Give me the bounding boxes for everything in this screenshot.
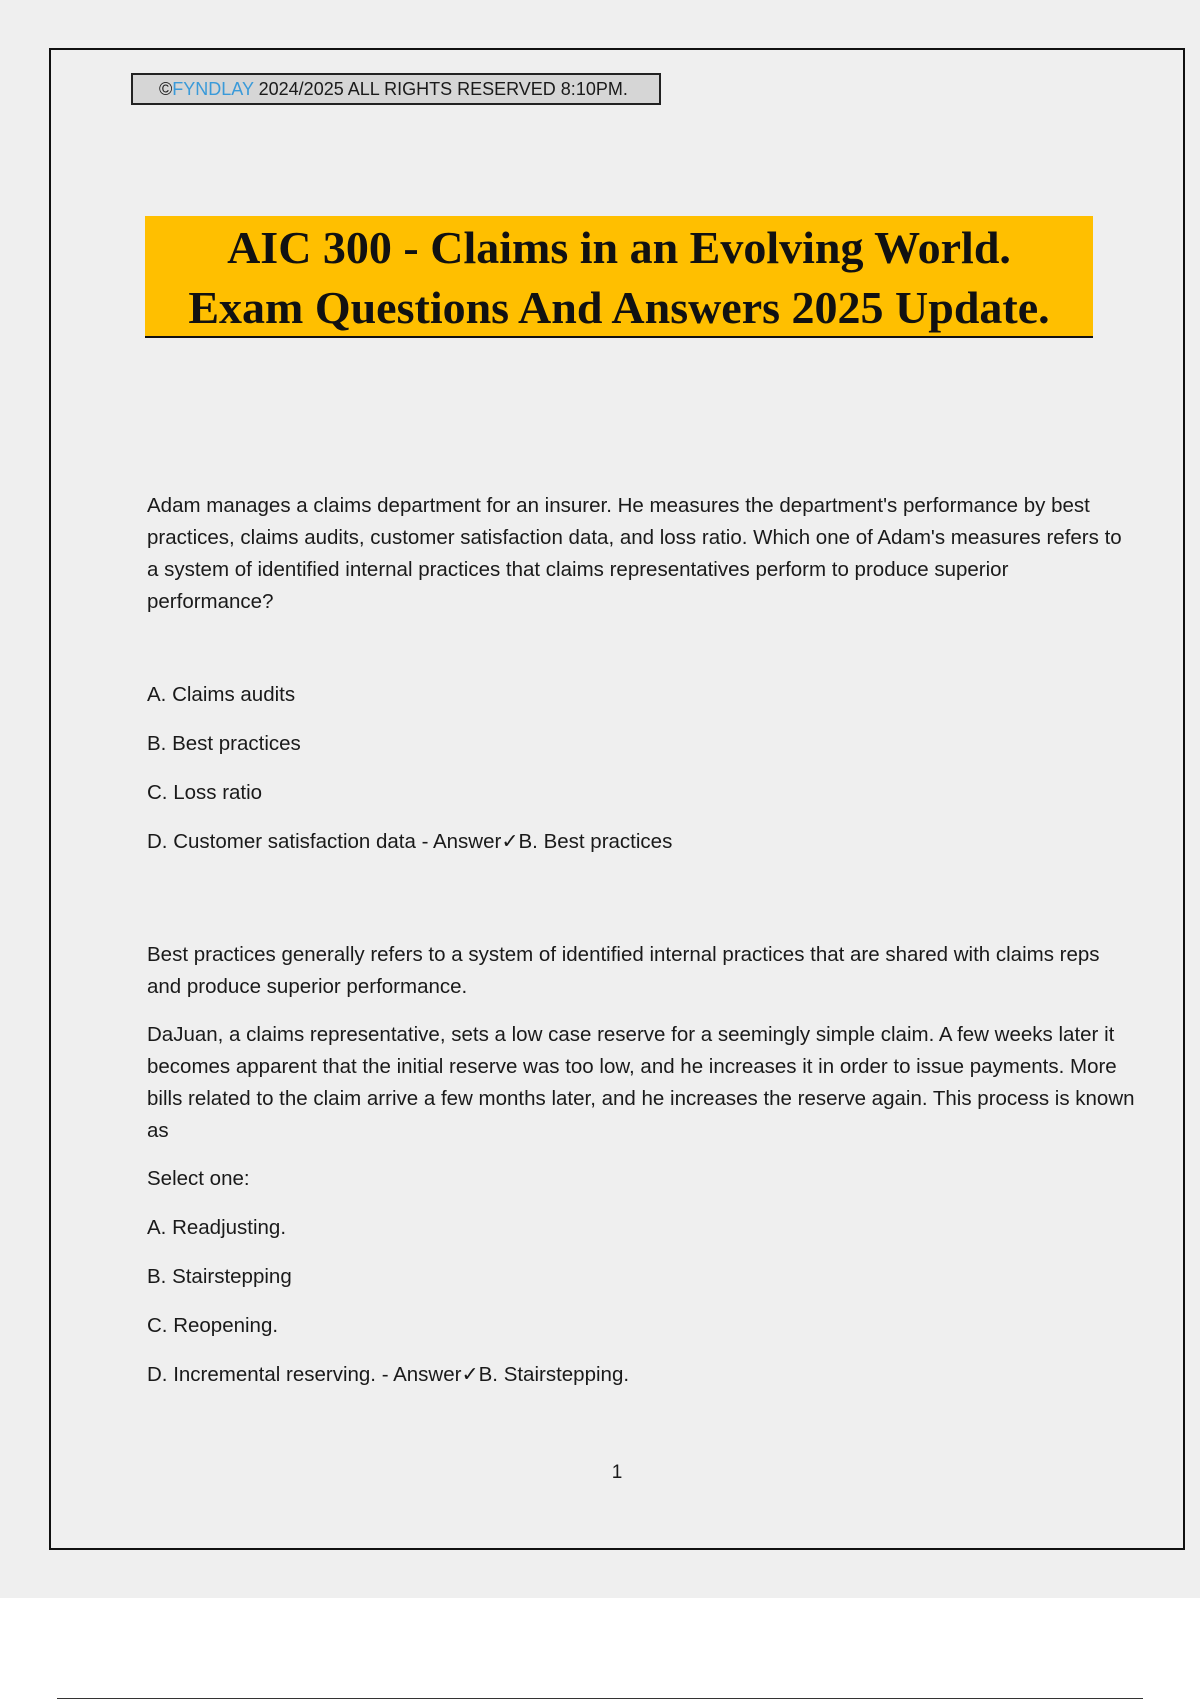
rights-text: 2024/2025 ALL RIGHTS RESERVED 8:10PM. — [253, 79, 628, 99]
question-2-prompt: DaJuan, a claims representative, sets a low case reserve for a seemingly simple claim. A few weeks later it becomes apparent that the initial reserve was too low, and he increases it in order to issue payments. More bills related to the claim arrive a few months later, and he increases the reserve again. This process is known as — [147, 1023, 1135, 1142]
title-line-1: AIC 300 - Claims in an Evolving World. — [227, 222, 1011, 273]
question-1-option-c: C. Loss ratio — [147, 781, 263, 804]
question-2-option-c: C. Reopening. — [147, 1314, 279, 1337]
question-1-option-b: B. Best practices — [147, 732, 301, 755]
question-2-option-a: A. Readjusting. — [147, 1216, 287, 1239]
page-number: 1 — [611, 1462, 623, 1483]
copyright-symbol: © — [159, 79, 173, 99]
copyright-banner — [131, 73, 661, 105]
question-1-prompt: Adam manages a claims department for an insurer. He measures the department's performance by best practices, claims audits, customer satisfaction data, and loss ratio. Which one of Adam's measures refers to a system of identified internal practices that claims representatives perform to produce superior performance? — [147, 494, 1122, 613]
document-title — [145, 216, 1093, 338]
brand-name: FYNDLAY — [172, 79, 254, 99]
question-1-option-d-answer: D. Customer satisfaction data - Answer✓B. Best practices — [147, 830, 673, 853]
question-2-option-b: B. Stairstepping — [147, 1265, 292, 1288]
select-one-label: Select one: — [147, 1167, 250, 1190]
document-page — [49, 48, 1185, 1550]
document-content — [147, 490, 1137, 1408]
question-2-option-d-answer: D. Incremental reserving. - Answer✓B. Stairstepping. — [147, 1363, 630, 1386]
next-page-rule — [57, 1698, 1143, 1699]
question-1-explanation: Best practices generally refers to a system of identified internal practices that are shared with claims reps and produce superior performance. — [147, 943, 1100, 998]
title-line-2: Exam Questions And Answers 2025 Update. — [188, 282, 1050, 333]
question-1-option-a: A. Claims audits — [147, 683, 296, 706]
